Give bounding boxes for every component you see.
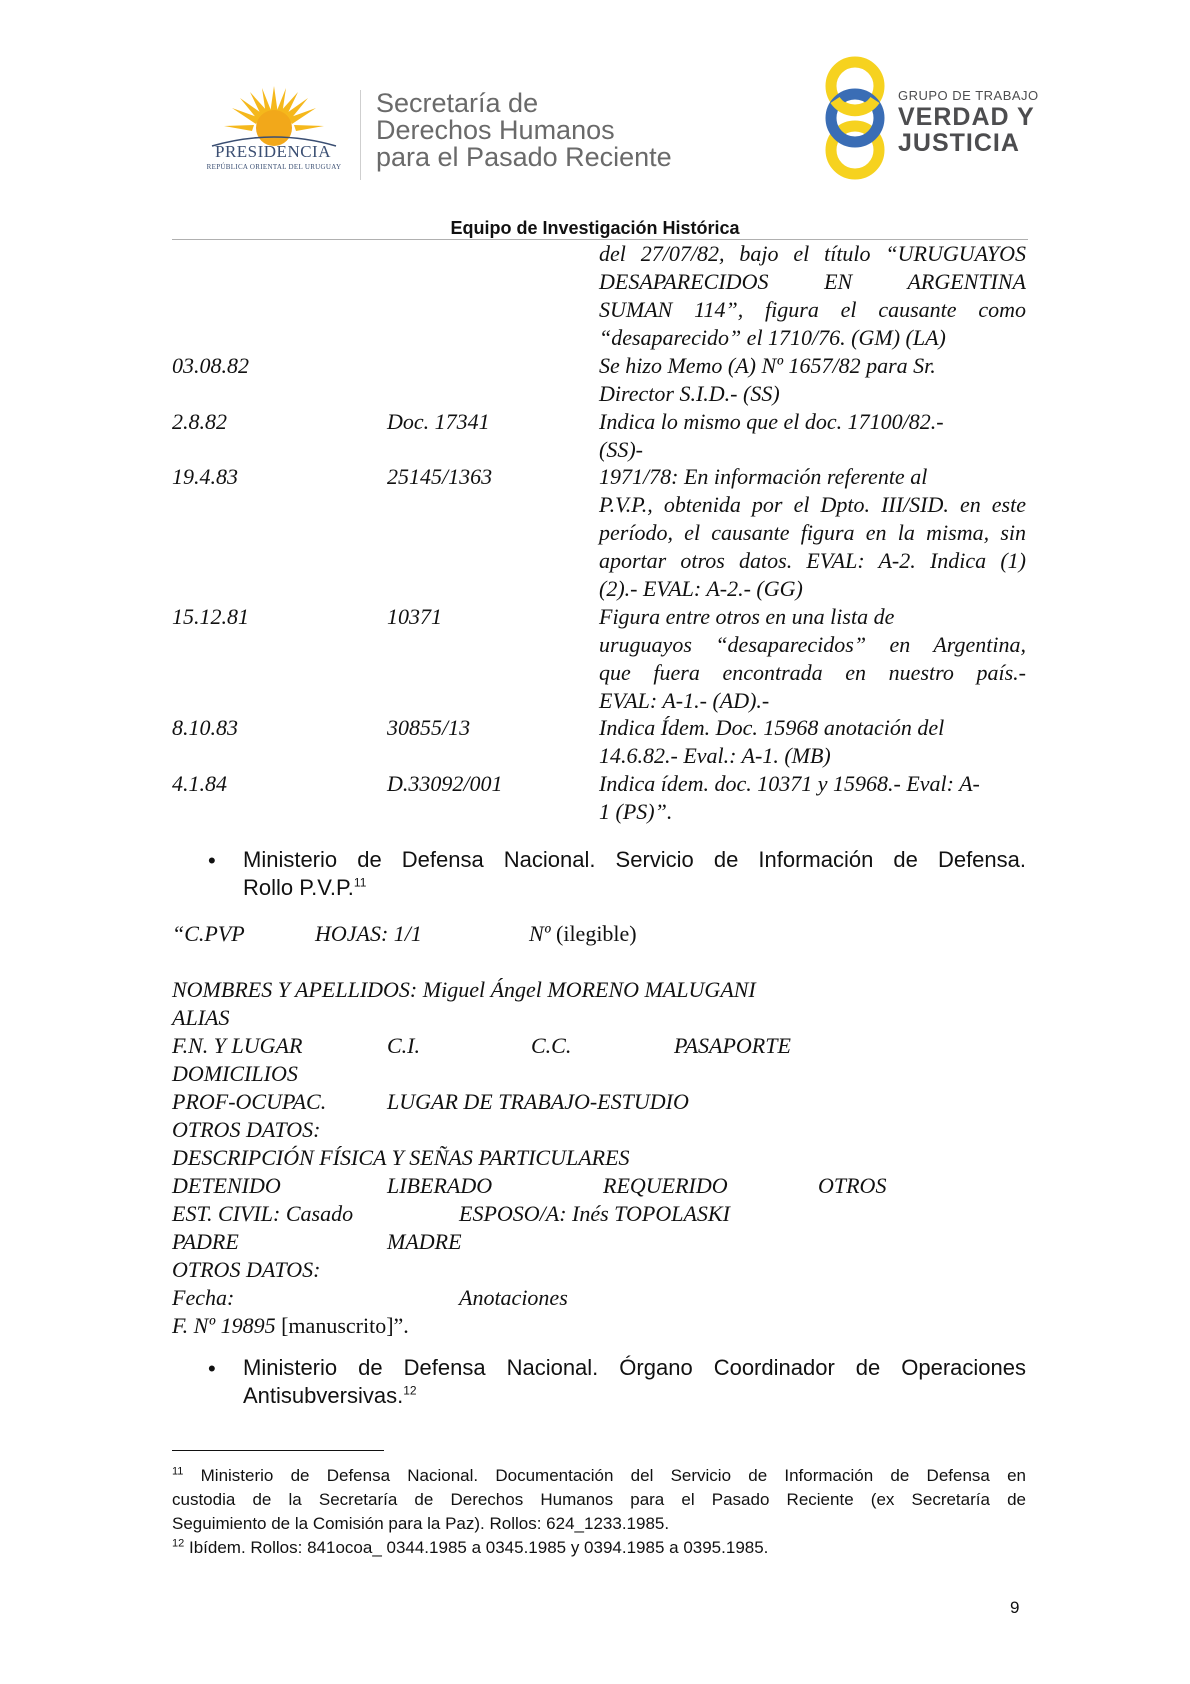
row-line: uruguayos “desaparecidos” en Argentina, bbox=[599, 632, 1026, 657]
record-nombres: NOMBRES Y APELLIDOS: Miguel Ángel MORENO MALUGANI bbox=[172, 977, 756, 1002]
record-esposo: ESPOSO/A: Inés TOPOLASKI bbox=[459, 1201, 730, 1226]
record-requerido: REQUERIDO bbox=[603, 1173, 728, 1198]
grupo-big-label-1: VERDAD Y bbox=[898, 103, 1035, 131]
footnote-12 bbox=[172, 1536, 1026, 1560]
bullet-servicio-informacion bbox=[243, 846, 1026, 902]
presidencia-label: PRESIDENCIA bbox=[214, 142, 331, 161]
bullet-marker: • bbox=[208, 1356, 216, 1381]
grupo-trabajo-logo-text bbox=[898, 88, 1039, 156]
row-date: 4.1.84 bbox=[172, 771, 227, 796]
row-line: EVAL: A-1.- (AD).- bbox=[599, 688, 770, 713]
row-date: 2.8.82 bbox=[172, 409, 227, 434]
record-cpvp: “C.PVP bbox=[172, 921, 245, 946]
grupo-small-label: GRUPO DE TRABAJO bbox=[898, 88, 1039, 103]
secretaria-line-1: Secretaría de bbox=[376, 88, 539, 118]
row-line: Se hizo Memo (A) Nº 1657/82 para Sr. bbox=[599, 353, 936, 378]
row-line: Director S.I.D.- (SS) bbox=[599, 381, 780, 406]
row-date: 15.12.81 bbox=[172, 604, 249, 629]
record-prof: PROF-OCUPAC. bbox=[172, 1089, 327, 1114]
record-number bbox=[529, 920, 637, 948]
record-otros-datos: OTROS DATOS: bbox=[172, 1117, 321, 1142]
row-date: 8.10.83 bbox=[172, 715, 238, 740]
record-detenido: DETENIDO bbox=[172, 1173, 281, 1198]
row-line: Indica ídem. doc. 10371 y 15968.- Eval: A- bbox=[599, 771, 980, 796]
row-line: aportar otros datos. EVAL: A-2. Indica (1) bbox=[599, 548, 1026, 573]
row-line: 14.6.82.- Eval.: A-1. (MB) bbox=[599, 743, 831, 768]
record-hojas: HOJAS: 1/1 bbox=[315, 921, 422, 946]
record-lugar-trabajo: LUGAR DE TRABAJO-ESTUDIO bbox=[387, 1089, 689, 1114]
footnote-line: custodia de la Secretaría de Derechos Humanos para el Pasado Reciente (ex Secretaría de bbox=[172, 1490, 1026, 1509]
interlocking-rings-icon bbox=[820, 56, 890, 180]
record-madre: MADRE bbox=[387, 1229, 462, 1254]
bullet-line: Ministerio de Defensa Nacional. Servicio de Información de Defensa. bbox=[243, 847, 1026, 872]
record-liberado: LIBERADO bbox=[387, 1173, 493, 1198]
record-f-no bbox=[172, 1312, 409, 1340]
record-manuscrito: [manuscrito]”. bbox=[281, 1313, 409, 1338]
intro-line: SUMAN 114”, figura el causante como bbox=[599, 297, 1026, 322]
record-number-label: Nº bbox=[529, 921, 551, 946]
footnote-ref-12[interactable]: 12 bbox=[403, 1383, 417, 1398]
row-line: 1 (PS)”. bbox=[599, 799, 673, 824]
intro-line: DESAPARECIDOS EN ARGENTINA bbox=[599, 269, 1026, 294]
row-line: P.V.P., obtenida por el Dpto. III/SID. en este bbox=[599, 492, 1026, 517]
grupo-big-label-2: JUSTICIA bbox=[898, 129, 1020, 157]
footnote-number: 12 bbox=[172, 1537, 185, 1550]
intro-continuation bbox=[599, 240, 1026, 352]
row-date: 19.4.83 bbox=[172, 464, 238, 489]
record-number-value: (ilegible) bbox=[556, 921, 637, 946]
record-pasaporte: PASAPORTE bbox=[674, 1033, 791, 1058]
intro-line: “desaparecido” el 1710/76. (GM) (LA) bbox=[599, 325, 946, 350]
secretaria-logo-text bbox=[376, 90, 672, 171]
record-otros-datos-2: OTROS DATOS: bbox=[172, 1257, 321, 1282]
bullet-line: Rollo P.V.P. bbox=[243, 875, 354, 900]
bullet-marker: • bbox=[208, 848, 216, 873]
row-text bbox=[599, 603, 1026, 715]
record-est-civil: EST. CIVIL: Casado bbox=[172, 1201, 354, 1226]
page-number: 9 bbox=[1010, 1598, 1020, 1617]
footnote-number: 11 bbox=[172, 1465, 184, 1478]
record-ci: C.I. bbox=[387, 1033, 420, 1058]
row-text bbox=[599, 770, 1026, 826]
record-alias: ALIAS bbox=[172, 1005, 230, 1030]
row-line: 1971/78: En información referente al bbox=[599, 464, 928, 489]
footnote-ref-11[interactable]: 11 bbox=[353, 875, 367, 890]
row-doc: 30855/13 bbox=[387, 715, 471, 740]
row-doc: 10371 bbox=[387, 604, 442, 629]
row-line: período, el causante figura en la misma, sin bbox=[599, 520, 1026, 545]
row-doc: D.33092/001 bbox=[387, 771, 503, 796]
row-line: (SS)- bbox=[599, 437, 643, 462]
row-line: que fuera encontrada en nuestro país.- bbox=[599, 660, 1026, 685]
record-fn-lugar: F.N. Y LUGAR bbox=[172, 1033, 303, 1058]
record-cc: C.C. bbox=[531, 1033, 572, 1058]
presidencia-subtitle: REPÚBLICA ORIENTAL DEL URUGUAY bbox=[206, 163, 342, 171]
record-fecha: Fecha: bbox=[172, 1285, 235, 1310]
row-line: (2).- EVAL: A-2.- (GG) bbox=[599, 576, 803, 601]
record-domicilios: DOMICILIOS bbox=[172, 1061, 298, 1086]
row-line: Indica lo mismo que el doc. 17100/82.- bbox=[599, 409, 944, 434]
record-anotaciones: Anotaciones bbox=[459, 1285, 568, 1310]
footnote-line: Seguimiento de la Comisión para la Paz). Rollos: 624_1233.1985. bbox=[172, 1514, 670, 1533]
record-otros: OTROS bbox=[818, 1173, 887, 1198]
row-line: Indica Ídem. Doc. 15968 anotación del bbox=[599, 715, 945, 740]
bullet-line: Ministerio de Defensa Nacional. Órgano Coordinador de Operaciones bbox=[243, 1355, 1026, 1380]
footnote-line bbox=[172, 1464, 1026, 1488]
row-text bbox=[599, 714, 1026, 770]
secretaria-line-2: Derechos Humanos bbox=[376, 115, 615, 145]
record-padre: PADRE bbox=[172, 1229, 239, 1254]
footnote-text: Ministerio de Defensa Nacional. Documentación del Servicio de Información de Defensa en bbox=[200, 1466, 1026, 1485]
row-doc: 25145/1363 bbox=[387, 464, 493, 489]
row-date: 03.08.82 bbox=[172, 353, 249, 378]
footnote-11 bbox=[172, 1464, 1026, 1536]
row-doc: Doc. 17341 bbox=[387, 409, 490, 434]
bullet-line: Antisubversivas. bbox=[243, 1383, 404, 1408]
record-f-no-label: F. Nº 19895 bbox=[172, 1313, 276, 1338]
row-line: Figura entre otros en una lista de bbox=[599, 604, 895, 629]
intro-line: del 27/07/82, bajo el título “URUGUAYOS bbox=[599, 241, 1026, 266]
secretaria-line-3: para el Pasado Reciente bbox=[376, 142, 672, 172]
header-divider bbox=[360, 90, 361, 180]
page-header-title: Equipo de Investigación Histórica bbox=[450, 218, 740, 238]
row-text bbox=[599, 408, 1026, 464]
row-text bbox=[599, 352, 1026, 408]
footnote-separator bbox=[172, 1450, 384, 1451]
bullet-ocoa bbox=[243, 1354, 1026, 1410]
record-descripcion: DESCRIPCIÓN FÍSICA Y SEÑAS PARTICULARES bbox=[172, 1145, 630, 1170]
footnote-text: Ibídem. Rollos: 841ocoa_ 0344.1985 a 0345.1985 y 0394.1985 a 0395.1985. bbox=[188, 1538, 769, 1557]
row-text bbox=[599, 463, 1026, 603]
